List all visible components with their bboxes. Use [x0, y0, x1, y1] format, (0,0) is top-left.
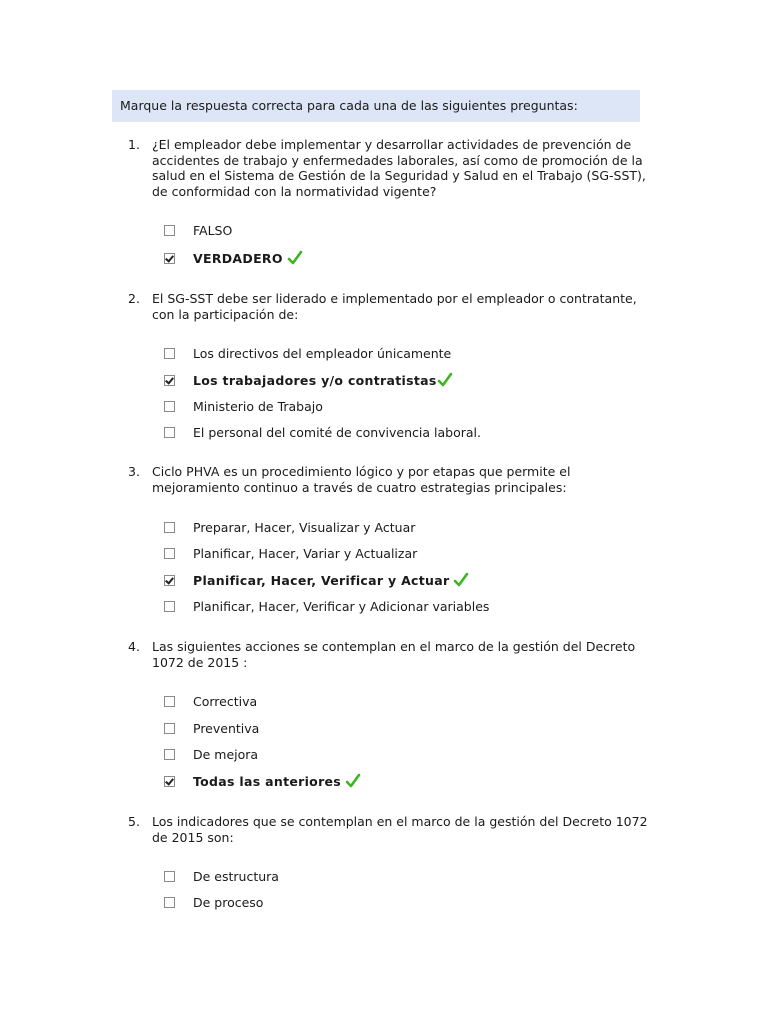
question-text: Los indicadores que se contemplan en el marco de la gestión del Decreto 1072 de 2015 son:	[152, 814, 648, 845]
instructions-banner: Marque la respuesta correcta para cada una de las siguientes preguntas:	[112, 90, 640, 122]
checkbox-checked[interactable]	[164, 253, 175, 264]
option-label: De mejora	[193, 746, 259, 762]
checkbox[interactable]	[164, 723, 175, 734]
checkbox-checked[interactable]	[164, 375, 175, 386]
option-label: Ministerio de Trabajo	[193, 398, 323, 414]
checkbox[interactable]	[164, 871, 175, 882]
option[interactable]	[164, 744, 258, 764]
question-text: Las siguientes acciones se contemplan en el marco de la gestión del Decreto 1072 de 2015 :	[152, 639, 636, 670]
option-label: Planificar, Hacer, Variar y Actualizar	[193, 545, 418, 561]
option[interactable]	[164, 220, 232, 240]
option[interactable]	[164, 422, 481, 442]
option[interactable]	[164, 866, 279, 886]
option-label: Los trabajadores y/o contratistas	[193, 372, 437, 388]
question-text: El SG-SST debe ser liderado e implementado por el empleador o contratante, con la participación de:	[152, 291, 637, 322]
option-label: Preventiva	[193, 720, 260, 736]
checkbox[interactable]	[164, 401, 175, 412]
checkbox[interactable]	[164, 348, 175, 359]
option[interactable]	[164, 543, 417, 563]
option-label: FALSO	[193, 222, 233, 238]
option-label: Preparar, Hacer, Visualizar y Actuar	[193, 519, 416, 535]
option[interactable]	[164, 343, 451, 363]
option[interactable]	[164, 691, 257, 711]
checkbox-checked[interactable]	[164, 776, 175, 787]
option-label: Los directivos del empleador únicamente	[193, 345, 452, 361]
green-checkmark-icon	[287, 250, 303, 266]
option-selected[interactable]	[164, 370, 453, 390]
question-text: Ciclo PHVA es un procedimiento lógico y por etapas que permite el mejoramiento continuo a través de cuatro estrategias principales:	[152, 464, 571, 495]
checkbox[interactable]	[164, 427, 175, 438]
checkbox[interactable]	[164, 522, 175, 533]
checkbox[interactable]	[164, 548, 175, 559]
green-checkmark-icon	[345, 773, 361, 789]
option[interactable]	[164, 718, 259, 738]
option[interactable]	[164, 396, 323, 416]
checkbox[interactable]	[164, 897, 175, 908]
option-label: De estructura	[193, 868, 279, 884]
question-number: 1.	[128, 137, 140, 152]
checkbox[interactable]	[164, 601, 175, 612]
option-label: De proceso	[193, 894, 264, 910]
option-selected[interactable]	[164, 570, 469, 590]
option[interactable]	[164, 517, 415, 537]
option[interactable]	[164, 892, 263, 912]
checkbox[interactable]	[164, 749, 175, 760]
option-label: El personal del comité de convivencia laboral.	[193, 424, 481, 440]
green-checkmark-icon	[453, 572, 469, 588]
option[interactable]	[164, 596, 489, 616]
option-label: VERDADERO	[193, 250, 283, 266]
option-selected[interactable]	[164, 771, 361, 791]
option-label: Correctiva	[193, 693, 258, 709]
checkbox[interactable]	[164, 225, 175, 236]
checkbox-checked[interactable]	[164, 575, 175, 586]
question-number: 2.	[128, 291, 140, 306]
option-label: Planificar, Hacer, Verificar y Adicionar variables	[193, 598, 490, 614]
option-label: Planificar, Hacer, Verificar y Actuar	[193, 572, 450, 588]
question-number: 4.	[128, 639, 140, 654]
question-number: 5.	[128, 814, 140, 829]
option-selected[interactable]	[164, 248, 303, 268]
green-checkmark-icon	[437, 372, 453, 388]
option-label: Todas las anteriores	[193, 773, 342, 789]
question-number: 3.	[128, 464, 140, 479]
question-text: ¿El empleador debe implementar y desarrollar actividades de prevención de accidentes de trabajo y enfermedades laborales, así como de promoción de la salud en el Sistema de Gestión de la Seguridad y Salud en el Trabajo (SG-SST), de conformidad con la normatividad vigente?	[152, 137, 646, 199]
checkbox[interactable]	[164, 696, 175, 707]
